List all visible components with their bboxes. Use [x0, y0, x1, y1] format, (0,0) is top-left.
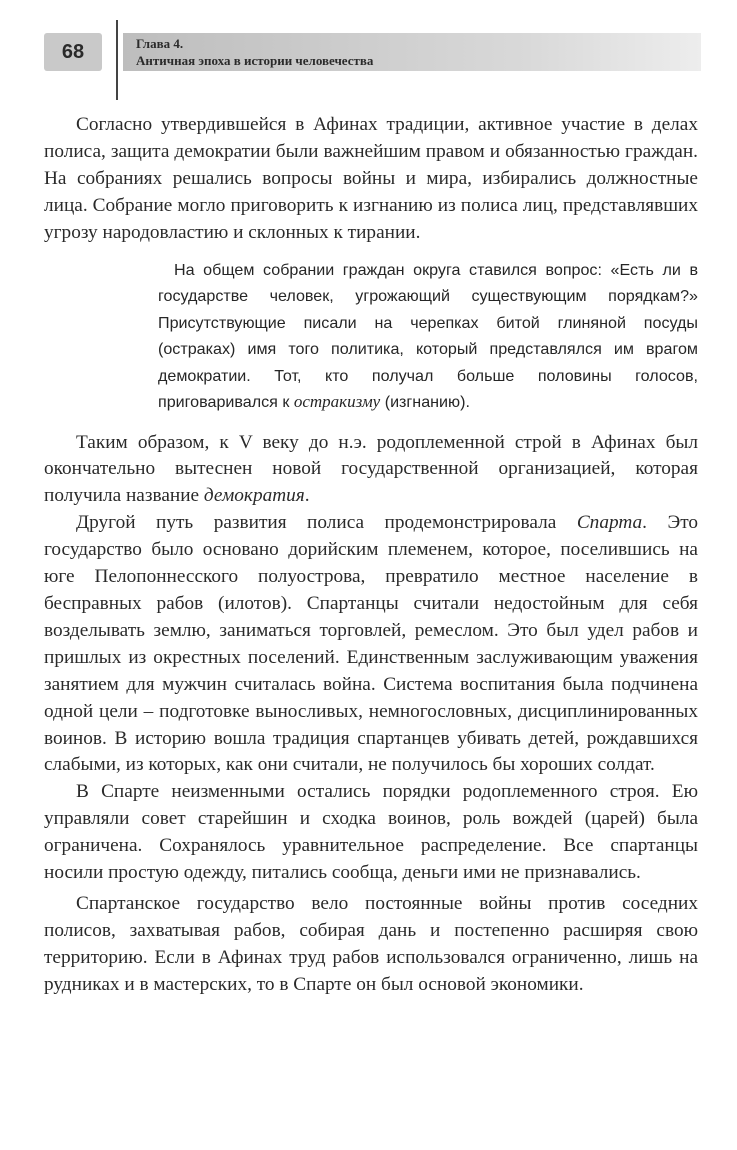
ostracism-sidebar — [158, 257, 698, 416]
quote-text-end: (изгнанию). — [380, 393, 470, 412]
term-ostracism: остракизму — [293, 392, 381, 412]
p3-end: . Это государство было основано дорийским племенем, которое, поселившись на юге Пелопоннесского полуострова, превратило местное население в бесправных рабов (илотов). Спартанцы считали недостойным для себя возделывать землю, заниматься торговлей, ремеслом. Это был удел рабов и пришлых из окрестных поселений. Единственным заслуживающим уважения занятием для мужчин считалась война. Система воспитания была подчинена одной цели – подготовке выносливых, немногословных, дисциплинированных воинов. В историю вошла традиция спартанцев убивать детей, рождавшихся слабыми, из которых, как они считали, не получилось бы хороших солдат. — [44, 512, 699, 776]
page-header — [0, 0, 737, 100]
chapter-title: Глава 4. — [136, 36, 184, 51]
term-democracy: демократия — [203, 485, 305, 507]
p3-text: Другой путь развития полиса продемонстрировала — [76, 512, 577, 534]
page-body — [44, 112, 698, 999]
paragraph-sparta — [44, 510, 698, 779]
chapter-subtitle: Античная эпоха в истории человечества — [136, 53, 374, 68]
p2-text: Таким образом, к V веку до н.э. родоплеменной строй в Афинах был окончательно вытеснен новой государственной организацией, которая получила название — [44, 431, 698, 507]
paragraph-sparta-wars: Спартанское государство вело постоянные войны против соседних полисов, захватывая рабов, собирая дань и постепенно расширяя свою территорию. Если в Афинах труд рабов использовался ограниченно, лишь на рудниках и в мастерских, то в Спарте он был основой экономики. — [44, 892, 698, 995]
paragraph-democracy — [44, 430, 698, 511]
page-number: 68 — [44, 33, 102, 71]
paragraph-sparta-order: В Спарте неизменными остались порядки родоплеменного строя. Ею управляли совет старейшин и сходка воинов, роль вождей (царей) была ограничена. Сохранялось уравнительное распределение. Все спартанцы носили простую одежду, питались сообща, деньги ими не признавались. — [44, 781, 698, 884]
term-sparta: Спарта — [576, 512, 643, 534]
quote-text: На общем собрании граждан округа ставился вопрос: «Есть ли в государстве человек, угрожающий существующим порядкам?» Присутствующие писали на черепках битой глиняной посуды (остраках) имя того политика, который представлялся им врагом демократии. Тот, кто получал больше половины голосов, приговаривался к — [158, 260, 698, 412]
paragraph-athens-tradition: Согласно утвердившейся в Афинах традиции, активное участие в делах полиса, защита демократии были важнейшим правом и обязанностью граждан. На собраниях решались вопросы войны и мира, избирались должностные лица. Собрание могло приговорить к изгнанию из полиса лиц, представлявших угрозу народовластию и склонных к тирании. — [44, 114, 698, 243]
p2-end: . — [304, 485, 310, 507]
header-divider — [116, 20, 118, 100]
